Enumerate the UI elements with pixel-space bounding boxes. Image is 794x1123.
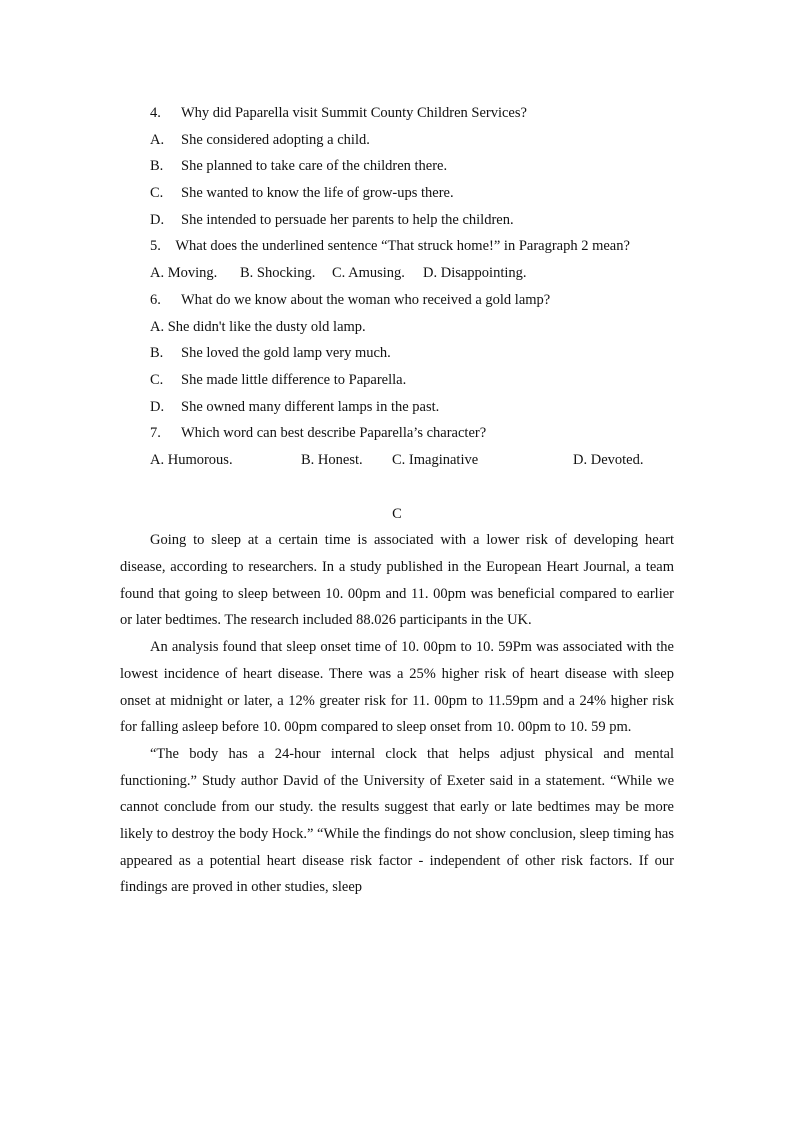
page-content bbox=[120, 100, 674, 901]
option-letter: D. bbox=[150, 211, 165, 228]
option-letter: B. bbox=[150, 158, 164, 175]
option-7b: B. Honest. bbox=[301, 451, 363, 468]
option-text: She made little difference to Paparella. bbox=[181, 371, 407, 388]
option-6b bbox=[120, 340, 674, 367]
option-5d: D. Disappointing. bbox=[423, 265, 527, 282]
option-4b bbox=[120, 153, 674, 180]
question-4 bbox=[120, 100, 674, 127]
section-title: C bbox=[392, 505, 402, 522]
question-7 bbox=[120, 420, 674, 447]
option-6d bbox=[120, 394, 674, 421]
passage-paragraph-1: Going to sleep at a certain time is associated with a lower risk of developing heart disease, according to researchers. In a study published in the European Heart Journal, a team found that going to sleep between 10. 00pm and 11. 00pm was beneficial compared to earlier or later bedtimes. The research included 88.026 participants in the UK. bbox=[120, 532, 674, 629]
question-number: 5. bbox=[150, 238, 161, 255]
passage-paragraph-3: “The body has a 24-hour internal clock that helps adjust physical and mental functioning.” Study author David of the University of Exeter said in a statement. “While we cannot conclude from our study. the results suggest that early or late bedtimes may be more likely to destroy the body Hock.” “While the findings do not show conclusion, sleep timing has appeared as a potential heart disease risk factor - independent of other risk factors. If our findings are proved in other studies, sleep bbox=[120, 745, 674, 896]
option-text: She planned to take care of the children there. bbox=[181, 158, 448, 175]
option-4d bbox=[120, 207, 674, 234]
option-6a: A. She didn't like the dusty old lamp. bbox=[150, 318, 366, 335]
option-7a: A. Humorous. bbox=[150, 451, 233, 468]
option-letter: A. bbox=[150, 131, 165, 148]
question-text: What do we know about the woman who received a gold lamp? bbox=[181, 291, 551, 308]
option-text: She loved the gold lamp very much. bbox=[181, 345, 391, 362]
option-letter: B. bbox=[150, 345, 164, 362]
option-4c bbox=[120, 180, 674, 207]
option-5a: A. Moving. bbox=[150, 265, 218, 282]
option-7c: C. Imaginative bbox=[392, 451, 479, 468]
passage-paragraph-2: An analysis found that sleep onset time of 10. 00pm to 10. 59Pm was associated with the lowest incidence of heart disease. There was a 25% higher risk of heart disease with sleep onset at midnight or later, a 12% greater risk for 11. 00pm to 11.59pm and a 24% higher risk for falling asleep before 10. 00pm compared to sleep onset from 10. 00pm to 10. 59 pm. bbox=[120, 639, 674, 736]
option-text: She intended to persuade her parents to help the children. bbox=[181, 211, 514, 228]
option-text: She considered adopting a child. bbox=[181, 131, 370, 148]
question-text: Why did Paparella visit Summit County Children Services? bbox=[181, 105, 527, 121]
option-letter: C. bbox=[150, 185, 164, 202]
question-text: What does the underlined sentence “That struck home!” in Paragraph 2 mean? bbox=[175, 238, 630, 255]
options-7 bbox=[120, 447, 674, 474]
question-5 bbox=[120, 233, 674, 260]
question-number: 4. bbox=[150, 105, 161, 121]
option-6c bbox=[120, 367, 674, 394]
options-5 bbox=[120, 260, 674, 287]
question-text: Which word can best describe Paparella’s character? bbox=[181, 425, 487, 442]
option-4a bbox=[120, 127, 674, 154]
option-letter: C. bbox=[150, 371, 164, 388]
question-number: 6. bbox=[150, 291, 161, 308]
option-text: She owned many different lamps in the past. bbox=[181, 398, 440, 415]
question-number: 7. bbox=[150, 425, 161, 442]
option-letter: D. bbox=[150, 398, 165, 415]
option-5c: C. Amusing. bbox=[332, 265, 405, 282]
option-5b: B. Shocking. bbox=[240, 265, 316, 282]
question-6 bbox=[120, 287, 674, 314]
option-7d: D. Devoted. bbox=[573, 451, 644, 468]
option-text: She wanted to know the life of grow-ups there. bbox=[181, 185, 454, 202]
